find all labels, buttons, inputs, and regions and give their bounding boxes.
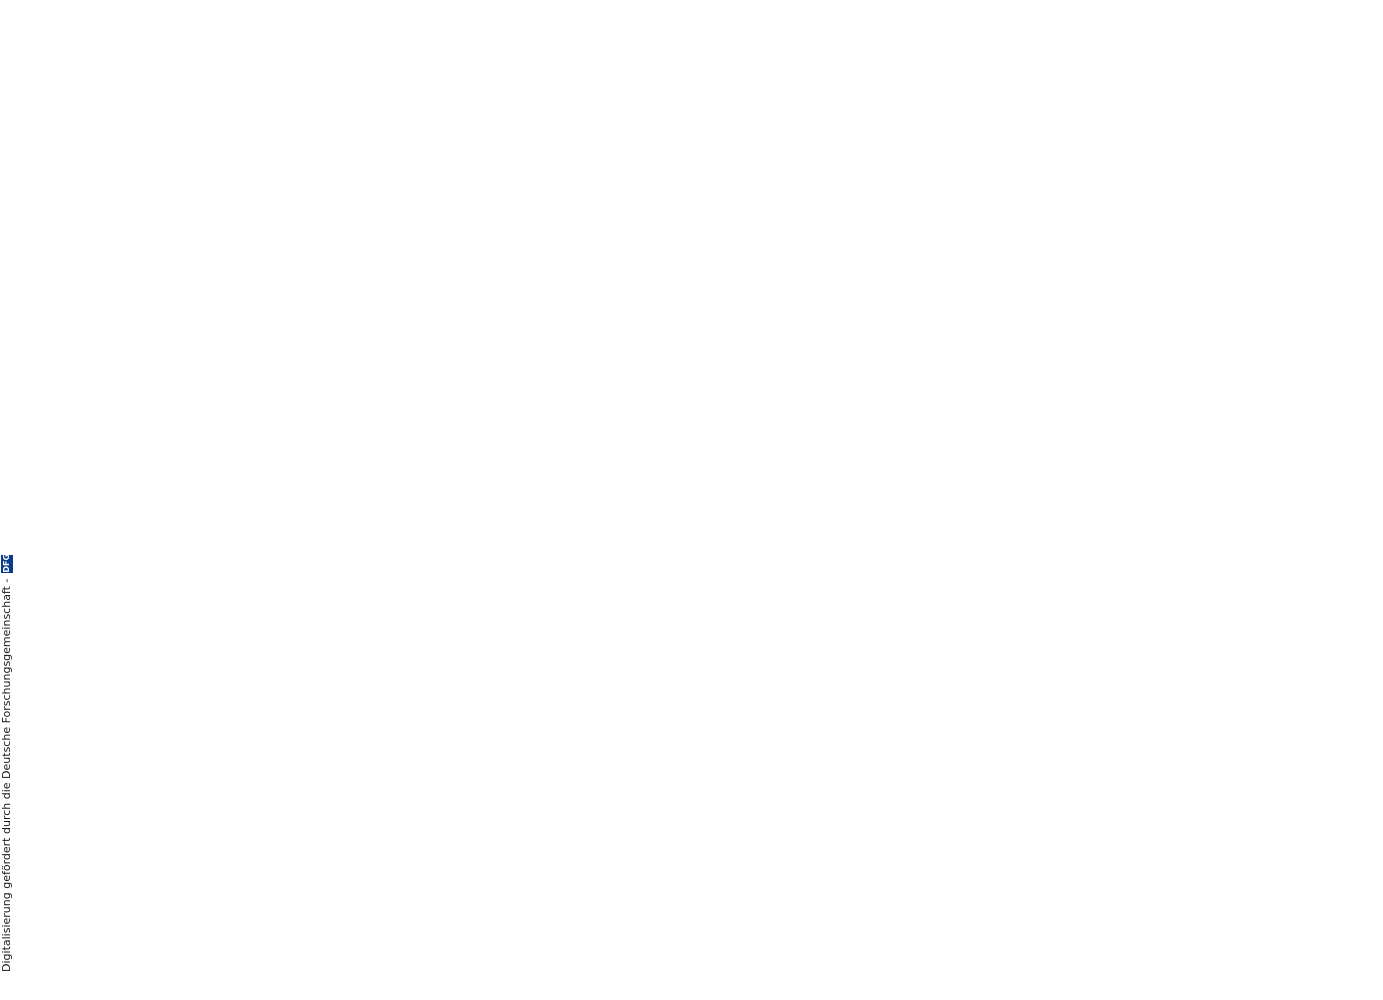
dfg-logo: DFG	[2, 553, 11, 573]
funding-text: Digitalisierung gefördert durch die Deutsche Forschungsgemeinschaft -	[0, 578, 13, 972]
footer-strip	[0, 0, 22, 1000]
funding-note	[0, 6, 22, 972]
